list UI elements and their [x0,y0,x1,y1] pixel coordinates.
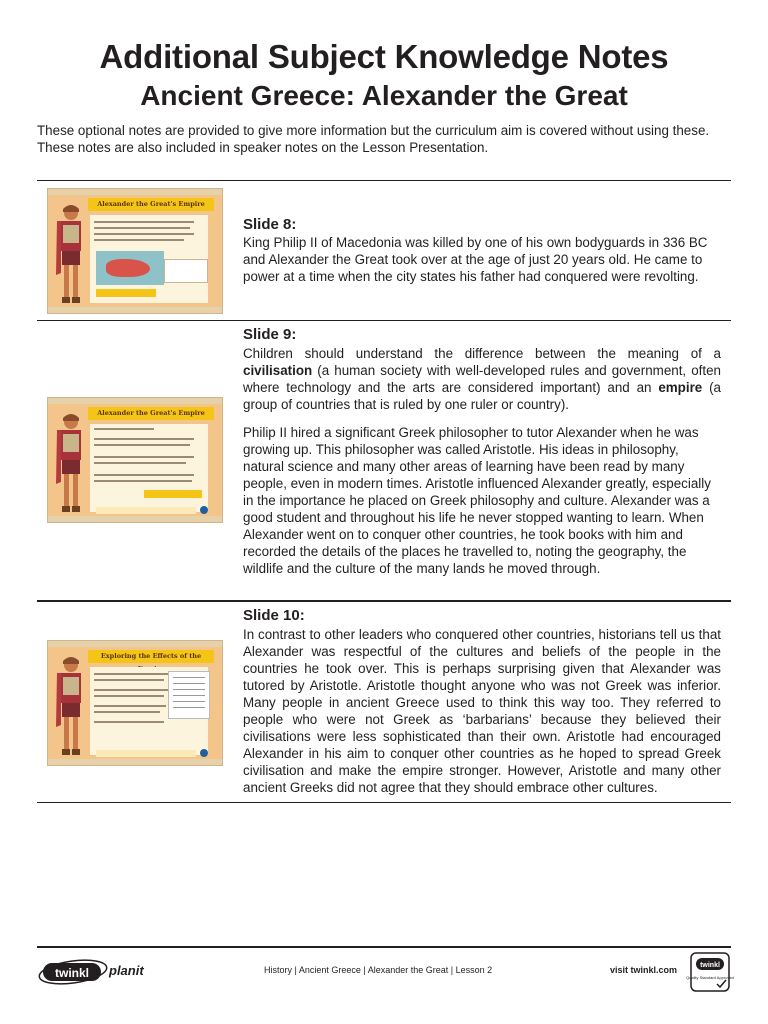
thumb-text-line [94,221,194,223]
thumb-text-line [94,239,184,241]
term-empire: empire [658,380,703,395]
slide-10-notes [243,626,721,796]
thumb-text-line [94,438,194,440]
footer-breadcrumb: History | Ancient Greece | Alexander the Great | Lesson 2 [264,965,493,975]
slide-thumb-title: Alexander the Great's Empire [88,198,214,211]
slide-thumb-title: Alexander the Great's Empire [88,407,214,420]
thumb-text-line [94,462,186,464]
badge-caption: Quality Standard Approved [686,975,734,980]
decor-band [48,189,222,195]
thumb-text-line [94,695,164,697]
thumb-text-line [94,227,190,229]
thumb-question-bar [96,750,196,757]
divider [37,600,731,602]
thumb-text-line [94,456,194,458]
map-callout [164,259,208,283]
slide-10-paragraph: In contrast to other leaders who conquered other countries, historians tell us that Alexander was respectful of the cultures and beliefs of the people in the countries he took over. This is perhaps surprising given that Alexander was tutored by Aristotle. Aristotle thought anyone who was not Greek was inferior. Many people in ancient Greece used to think this way too. They referred to people who were not Greek as ‘barbarians’ because they believed their civilisations were less sophisticated than their own. Aristotle had encouraged Alexander in his aim to conquer other countries as he hoped to spread Greek civilisation and make the empire stronger. However, Aristotle and many other ancient Greeks did not agree that they should embrace other cultures. [243,627,721,795]
slide-8-paragraph: King Philip II of Macedonia was killed by one of his own bodyguards in 336 BC and Alexander the Great took over at the age of just 20 years old. He came to power at a time when the city states his father had conquered were revolting. [243,235,708,284]
slide-8-notes [243,234,721,285]
slide-9-paragraph-2: Philip II hired a significant Greek philosopher to tutor Alexander when he was growing up. This philosopher was called Aristotle. His ideas in philosophy, natural science and many other areas of learning have been read by many people, even in modern times. Aristotle influenced Alexander greatly, especially in the importance he placed on Greek philosophy and culture. Alexander was a good student and throughout his life he never stopped wanting to learn. When Alexander went on to conquer other countries, he took books with him and recorded the details of the places he travelled to, noting the geography, the wildlife and the culture of the many lands he moved through. [243,425,711,576]
footer-divider [37,946,731,948]
divider [37,180,731,181]
text-run: (a human society with well-developed rules and government, often where technology and the arts are considered important) and an [243,363,721,395]
thumb-text-line [94,474,194,476]
decor-band [48,307,222,313]
decor-band [48,759,222,765]
thumb-text-line [94,444,190,446]
alexander-figure-icon [54,412,88,518]
decor-band [48,398,222,404]
thumb-button [144,490,202,498]
page-title: Additional Subject Knowledge Notes [99,38,669,75]
decor-band [48,641,222,647]
slide-thumb-title: Exploring the Effects of the [88,650,214,663]
question-icon [200,506,208,514]
intro-text: These optional notes are provided to give more information but the curriculum aim is covered without using these. These notes are also included in speaker notes on the Lesson Presentation. [37,123,710,155]
slide-8-heading: Slide 8: [243,216,297,233]
alexander-figure-icon [54,203,88,309]
planit-brand: planit [109,963,144,978]
thumb-text-line [94,673,170,675]
text-run: (a group of countries that is ruled by one ruler or country). [243,380,721,412]
thumb-text-line [94,705,166,707]
slide-9-notes-2 [243,424,721,577]
question-icon [200,749,208,757]
term-civilisation: civilisation [243,363,313,378]
thumb-text-line [94,233,194,235]
map-image [96,251,164,285]
thumb-text-line [94,428,154,430]
slide-9-heading: Slide 9: [243,326,297,343]
slide-8-thumbnail [47,188,223,314]
slide-10-heading: Slide 10: [243,607,305,624]
thumb-text-line [94,711,160,713]
activity-sheet-image [168,671,210,719]
badge-text: twinkl [700,962,720,969]
thumb-button [96,289,156,297]
thumb-question-bar [96,507,196,514]
page-subtitle: Ancient Greece: Alexander the Great [140,80,628,111]
slide-10-thumbnail [47,640,223,766]
visit-link[interactable]: visit twinkl.com [610,965,678,975]
logo-text: twinkl [54,966,90,980]
slide-9-paragraph-1 [243,345,721,413]
divider [37,320,731,321]
twinkl-logo-icon [37,955,117,987]
thumb-text-line [94,679,164,681]
thumb-text-line [94,689,170,691]
decor-band [48,516,222,522]
quality-badge-icon [686,952,734,992]
alexander-figure-icon [54,655,88,761]
text-run: Children should understand the difference between the meaning of a [243,346,721,361]
thumb-text-line [94,480,192,482]
divider [37,802,731,803]
thumb-text-line [94,721,164,723]
slide-9-notes [243,345,721,413]
slide-9-thumbnail [47,397,223,523]
